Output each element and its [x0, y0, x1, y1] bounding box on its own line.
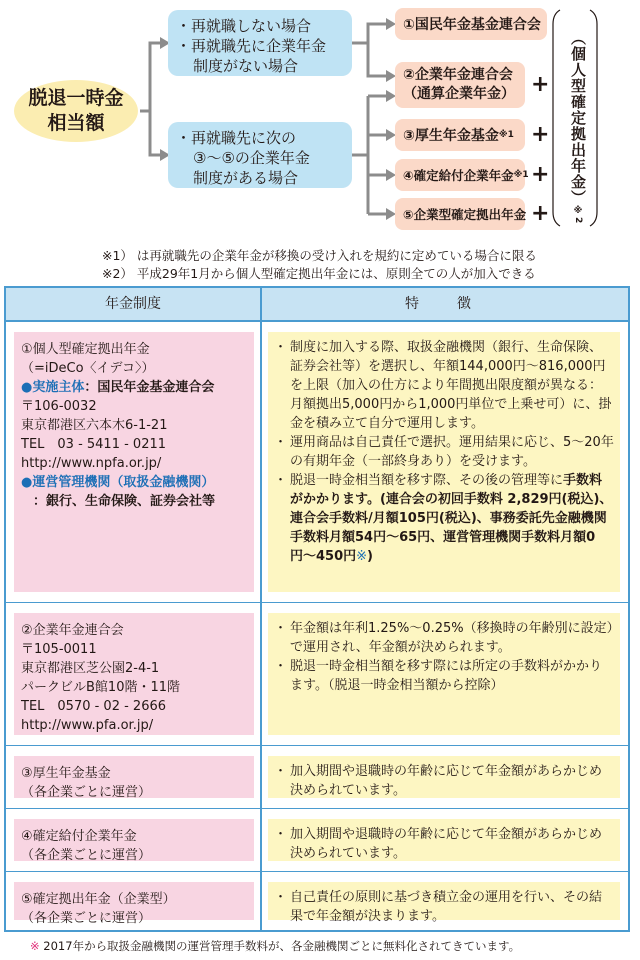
plus-sign: +: [531, 72, 550, 97]
vertical-label-mark: ※2: [573, 206, 583, 225]
row1-system-cell: [14, 332, 254, 592]
epf-operator: （各企業ごとに運営）: [21, 785, 152, 800]
pfa-address-1: 東京都港区芝公園2-4-1: [21, 661, 160, 676]
pfa-name: ②企業年金連合会: [21, 623, 124, 638]
mgmt-label: ●運営管理機関（取扱金融機関）: [21, 475, 215, 490]
row2-system-cell: [14, 613, 254, 735]
row5-system-cell: [14, 882, 254, 926]
dest2-line-1: ②企業年金連合会: [403, 67, 513, 83]
note-2: ※2） 平成29年1月から個人型確定拠出年金には、原則全ての人が加入できる: [102, 266, 536, 281]
plus-sign: +: [531, 201, 550, 226]
footnote-text: 2017年から取扱金融機関の運営管理手数料が、各金融機関ごとに無料化されてきています。: [39, 939, 521, 953]
impl-line: [21, 378, 247, 397]
dest-employee-pension-fund: [395, 119, 525, 151]
source-oval: [14, 80, 138, 142]
note-1: ※1） は再就職先の企業年金が移換の受け入れを規約に定めている場合に限る: [102, 248, 537, 263]
npfa-url[interactable]: http://www.npfa.or.jp/: [21, 456, 162, 471]
dest2-line-2: （通算企業年金）: [403, 86, 515, 102]
row4-system-cell: [14, 819, 254, 861]
epf-feature: ・ 加入期間や退職時の年齢に応じて年金額があらかじめ決められています。: [290, 762, 614, 800]
diagram-notes: [102, 247, 537, 283]
pfa-feature-2: ・ 脱退一時金相当額を移す際には所定の手数料がかかります。（脱退一時金相当額から控除）: [290, 657, 614, 695]
cond2-line-1: ・再就職先に次の: [176, 129, 297, 147]
row1-features-cell: [268, 332, 620, 592]
npfa-tel: TEL 03 - 5411 - 0211: [21, 437, 167, 452]
row4-features-cell: [268, 819, 620, 861]
impl-value: ：国民年金基金連合会: [84, 380, 215, 395]
table-row: [6, 872, 628, 930]
cond2-line-3: 制度がある場合: [193, 169, 299, 187]
condition-no-pension: [168, 10, 352, 76]
dest3-label: ③厚生年金基金: [403, 128, 499, 144]
npfa-zip: 〒106-0032: [21, 399, 97, 414]
table-row: [6, 746, 628, 808]
pension-table: [4, 286, 630, 932]
pfa-tel: TEL 0570 - 02 - 2666: [21, 699, 167, 714]
cond1-line-2: ・再就職先に企業年金: [176, 37, 327, 55]
mgmt-value: ：銀行、生命保険、証券会社等: [33, 494, 216, 509]
dest4-label: ④確定給付企業年金: [403, 168, 514, 183]
dest1-label: ①国民年金基金連合会: [403, 17, 541, 33]
header-system: 年金制度: [105, 296, 161, 312]
row3-system-cell: [14, 756, 254, 798]
footnote: [30, 938, 520, 954]
dest4-mark: ※1: [513, 170, 529, 180]
db-name: ④確定給付企業年金: [21, 829, 137, 844]
dest-national-pension-fund: [395, 8, 547, 40]
ideco-alias: （=iDeCo〈イデコ〉）: [21, 361, 155, 376]
dc-name: ⑤確定拠出年金（企業型）: [21, 892, 176, 907]
ideco-vertical-label: [563, 30, 589, 224]
row5-features-cell: [268, 882, 620, 924]
pfa-url[interactable]: http://www.pfa.or.jp/: [21, 718, 154, 733]
source-line-1: 脱退一時金: [28, 87, 124, 109]
impl-label: ●実施主体: [21, 380, 85, 395]
header-features: 特 徴: [405, 296, 483, 312]
plus-sign: +: [531, 162, 550, 187]
ideco-feature-3: [290, 471, 614, 566]
dc-operator: （各企業ごとに運営）: [21, 911, 152, 926]
dc-feature: ・ 自己責任の原則に基づき積立金の運用を行い、その結果で年金額が決まります。: [290, 888, 614, 926]
ideco-feature-1: ・ 制度に加入する際、取扱金融機関（銀行、生命保険、証券会社等）を選択し、年額144,000円〜816,000円を上限（加入の仕方により年間拠出限度額が異なる：月額拠出5,000円から1,000円単位で上乗せ可）に、掛金を積み立て自分で運用します。: [290, 338, 614, 433]
feature3-end: ): [367, 549, 373, 564]
ideco-name: ①個人型確定拠出年金: [21, 342, 150, 357]
feature3-pre: 脱退一時金相当額を移す際、その後の管理等に: [290, 473, 564, 488]
table-row: [6, 809, 628, 871]
dest-defined-benefit: [395, 159, 529, 191]
epf-name: ③厚生年金基金: [21, 766, 111, 781]
db-operator: （各企業ごとに運営）: [21, 848, 152, 863]
source-line-2: 相当額: [47, 112, 105, 134]
feature3-fees: 手数料がかかります。(連合会の初回手数料 2,829円(税込)、連合会手数料/月額105円(税込)、事務委託先金融機関手数料月額54円〜65円、運営管理機関手数料月額0円〜450円: [290, 473, 613, 564]
vertical-label-text: （個人型確定拠出年金）: [569, 30, 587, 206]
pfa-feature-1: ・ 年金額は年利1.25%〜0.25%（移換時の年齢別に設定）で運用され、年金額が決められます。: [290, 619, 614, 657]
pfa-address-2: パークビルB館10階・11階: [21, 680, 181, 695]
table-header: [6, 288, 628, 322]
feature3-mark: ※: [356, 549, 368, 564]
cond2-line-2: ③〜⑤の企業年金: [193, 149, 310, 167]
row2-features-cell: [268, 613, 620, 735]
condition-with-pension: [168, 122, 352, 188]
table-row: [6, 322, 628, 602]
row3-features-cell: [268, 756, 620, 798]
npfa-address: 東京都港区六本木6-1-21: [21, 418, 168, 433]
dest3-mark: ※1: [498, 130, 514, 140]
plus-sign: +: [531, 122, 550, 147]
dest-corporate-pension-association: [395, 62, 525, 108]
dest5-label: ⑤企業型確定拠出年金: [403, 207, 527, 222]
ideco-feature-2: ・ 運用商品は自己責任で選択。運用結果に応じ、5〜20年の有期年金（一部終身あり）を受けます。: [290, 433, 614, 471]
footnote-mark: ※: [30, 939, 40, 953]
db-feature: ・ 加入期間や退職時の年齢に応じて年金額があらかじめ決められています。: [290, 825, 614, 863]
cond1-line-3: 制度がない場合: [193, 57, 299, 75]
table-row: [6, 603, 628, 745]
cond1-line-1: ・再就職しない場合: [176, 17, 312, 35]
pfa-zip: 〒105-0011: [21, 642, 97, 657]
dest-corporate-dc: [395, 198, 525, 230]
